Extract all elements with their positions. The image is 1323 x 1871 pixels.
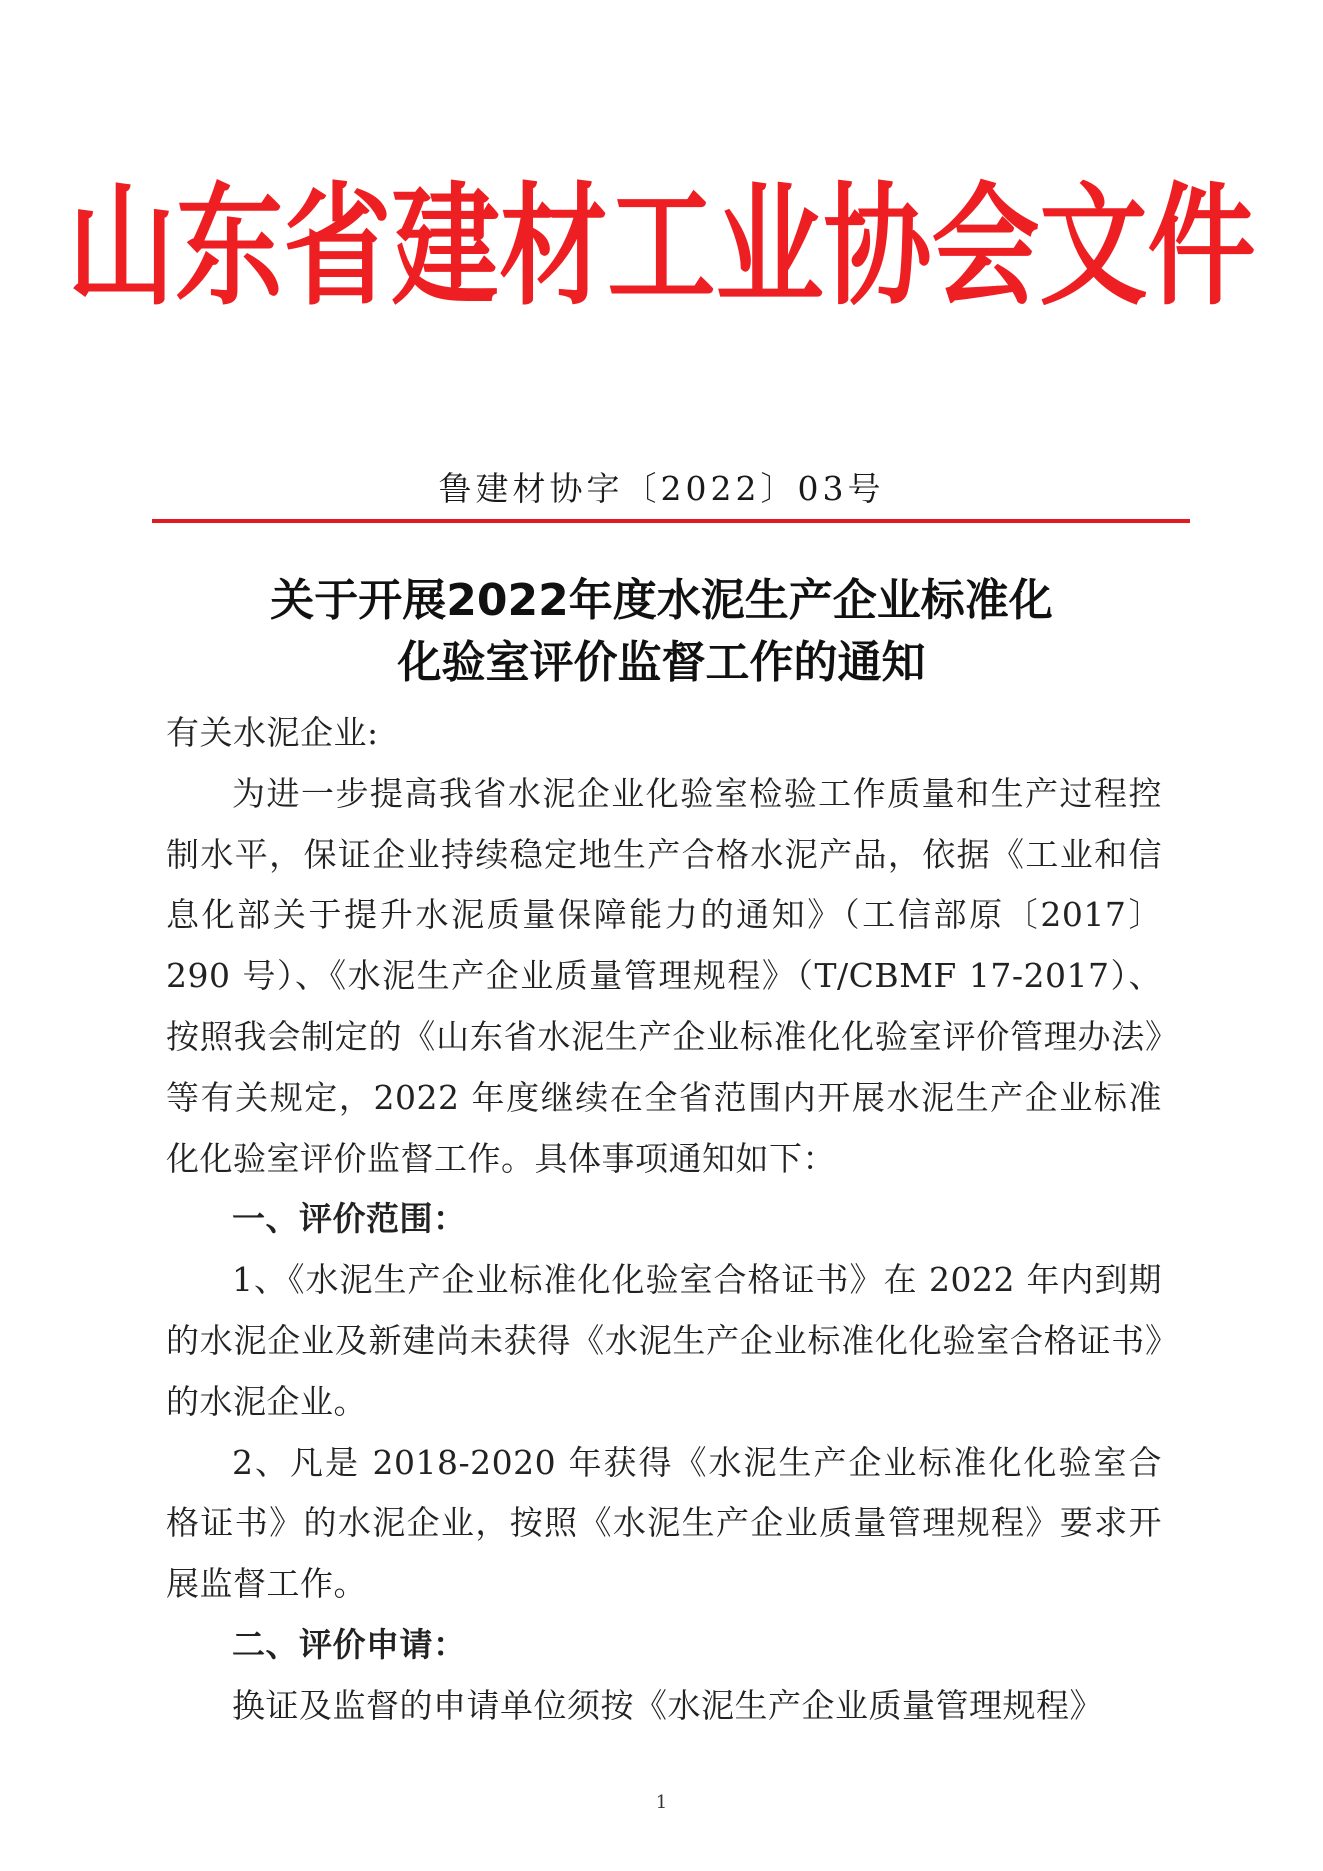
scope-item-2: 2、凡是 2018-2020 年获得《水泥生产企业标准化化验室合格证书》的水泥企业，按照《水泥生产企业质量管理规程》要求开展监督工作。 [166, 1442, 1162, 1604]
application-paragraph: 换证及监督的申请单位须按《水泥生产企业质量管理规程》 [232, 1685, 1103, 1725]
title-line-2: 化验室评价监督工作的通知 [397, 637, 926, 688]
salutation: 有关水泥企业: [166, 713, 379, 752]
document-title [0, 570, 1323, 694]
title-line-1: 关于开展2022年度水泥生产企业标准化 [270, 575, 1053, 626]
document-body [166, 703, 1162, 1737]
scope-item-1: 1、《水泥生产企业标准化化验室合格证书》在 2022 年内到期的水泥企业及新建尚未获得《水泥生产企业标准化化验室合格证书》的水泥企业。 [166, 1260, 1162, 1421]
page-number: 1 [655, 1792, 668, 1813]
intro-paragraph: 为进一步提高我省水泥企业化验室检验工作质量和生产过程控制水平，保证企业持续稳定地生产合格水泥产品，依据《工业和信息化部关于提升水泥质量保障能力的通知》（工信部原〔2017〕290 号）、《水泥生产企业质量管理规程》（T/CBMF 17-2017）、按照我会制定的《山东省水泥生产企业标准化化验室评价管理办法》等有关规定，2022 年度继续在全省范围内开展水泥生产企业标准化化验室评价监督工作。具体事项通知如下： [166, 773, 1162, 1178]
section-heading-scope: 一、评价范围： [232, 1199, 467, 1239]
document-number: 鲁建材协字〔2022〕03号 [438, 469, 885, 508]
section-heading-application: 二、评价申请： [232, 1624, 467, 1664]
issuer-masthead: 山东省建材工业协会文件 [67, 171, 1256, 324]
red-divider-line [152, 519, 1190, 523]
